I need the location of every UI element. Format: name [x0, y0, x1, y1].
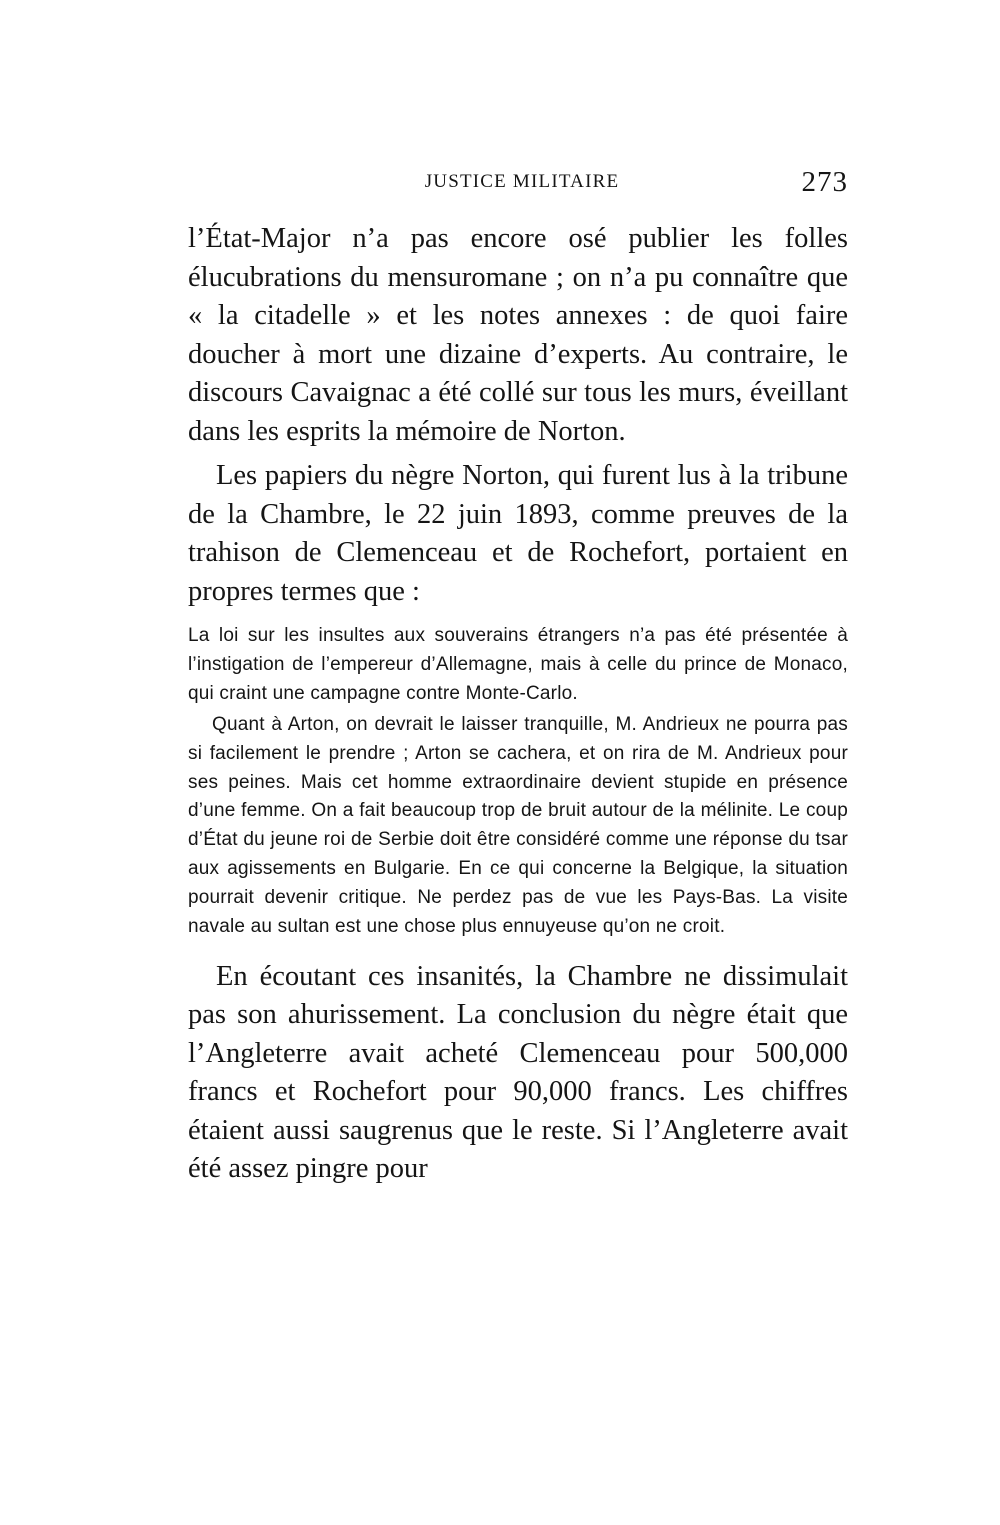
body-text: [188, 220, 848, 1189]
paragraph-chambre: En écoutant ces insanités, la Chambre ne dissimulait pas son ahurissement. La conclusion du nègre était que l’Angleterre avait acheté Clemenceau pour 500,000 francs et Rochefort pour 90,000 francs. Les chiffres étaient aussi saugrenus que le reste. Si l’Angleterre avait été assez pingre pour: [188, 960, 848, 1185]
paragraph-continuation: l’État-Major n’a pas encore osé publier les folles élucubrations du mensuromane ; on n’a pu connaître que « la citadelle » et les notes annexes : de quoi faire doucher à mort une dizaine d’experts. Au contraire, le discours Cavaignac a été collé sur tous les murs, éveillant dans les esprits la mémoire de Norton.: [188, 223, 848, 447]
page-number: 273: [801, 166, 848, 198]
quoted-passage-2: Quant à Arton, on devrait le laisser tranquille, M. Andrieux ne pourra pas si facilement le prendre ; Arton se cachera, et on rira de M. Andrieux pour ses peines. Mais cet homme extraordinaire devient stupide en présence d’une femme. On a fait beaucoup trop de bruit autour de la mélinite. Le coup d’État du jeune roi de Serbie doit être considéré comme une réponse du tsar aux agissements en Bulgarie. En ce qui concerne la Belgique, la situation pourrait devenir critique. Ne perdez pas de vue les Pays-Bas. La visite navale au sultan est une chose plus ennuyeuse qu’on ne croit.: [188, 713, 848, 938]
page-header: [188, 168, 848, 202]
running-head: JUSTICE MILITAIRE: [424, 171, 620, 192]
quoted-passage-1: La loi sur les insultes aux souverains étrangers n’a pas été présentée à l’instigation de l’empereur d’Allemagne, mais à celle du prince de Monaco, qui craint une campagne contre Monte-Carlo.: [188, 625, 848, 704]
paragraph-norton-papers: Les papiers du nègre Norton, qui furent lus à la tribune de la Chambre, le 22 juin 1893, comme preuves de la trahison de Clemenceau et de Rochefort, portaient en propres termes que :: [188, 460, 848, 607]
